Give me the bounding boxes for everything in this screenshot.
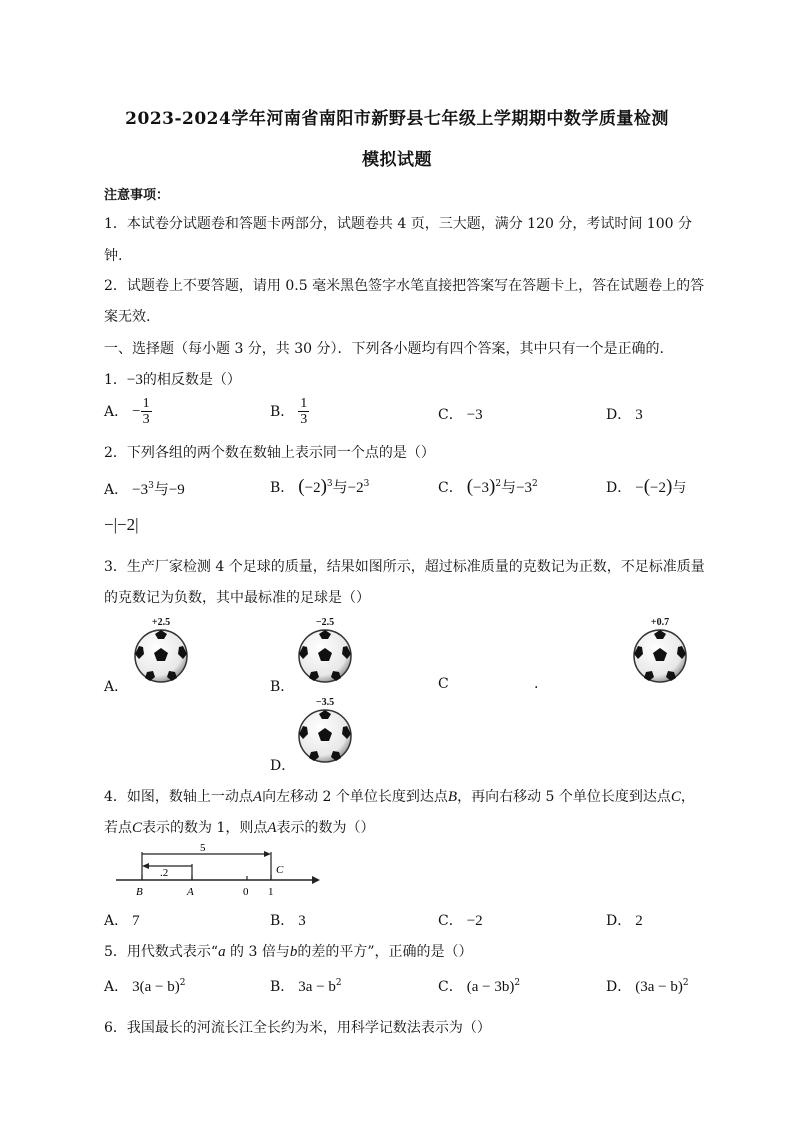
number-line-figure bbox=[116, 842, 326, 902]
note-1-cont: 钟. bbox=[104, 248, 123, 264]
q5-option-c[interactable]: C． $(a - 3b)^2$ bbox=[438, 978, 521, 995]
question-3-stem: 3．生产厂家检测 4 个足球的质量，结果如图所示，超过标准质量的克数记为正数，不足标准质量 bbox=[104, 559, 705, 575]
soccer-ball-c-icon bbox=[632, 628, 688, 684]
q4-option-c[interactable]: C． −2 bbox=[438, 913, 483, 929]
question-4-stem-cont: 若点C表示的数为 1，则点A表示的数为（） bbox=[104, 820, 375, 836]
q5-option-d[interactable]: D． $(3a - b)^2$ bbox=[606, 978, 689, 995]
q2-option-a[interactable]: A． $-3^3$与−9 bbox=[104, 481, 185, 498]
ball-a-mass-label: +2.5 bbox=[151, 617, 171, 628]
ball-b-mass-label: −2.5 bbox=[315, 617, 335, 628]
ball-c-mass-label: +0.7 bbox=[650, 617, 670, 628]
fig-label-two: .2 bbox=[160, 867, 169, 879]
note-2: 2．试题卷上不要答题，请用 0.5 毫米黑色签字水笔直接把答案写在答题卡上，答在试题卷上的答 bbox=[104, 278, 705, 294]
q3-option-b-label[interactable]: B． bbox=[270, 679, 295, 695]
ball-d-mass-label: −3.5 bbox=[315, 697, 335, 708]
q4-option-a[interactable]: A． 7 bbox=[104, 913, 140, 929]
soccer-ball-d-icon bbox=[297, 708, 353, 764]
exam-subtitle: 模拟试题 bbox=[362, 150, 432, 170]
fig-label-a: A bbox=[187, 886, 194, 898]
q3-option-d-label[interactable]: D． bbox=[270, 758, 296, 774]
fig-label-c: C bbox=[276, 864, 284, 876]
q4-option-b[interactable]: B． 3 bbox=[270, 913, 306, 929]
q3-option-c-dot: . bbox=[534, 676, 539, 692]
q2-option-d-cont: −|−2| bbox=[104, 515, 139, 534]
q1-option-d[interactable]: D． 3 bbox=[606, 407, 643, 423]
q2-option-c[interactable]: C． $(-3)^2$与$-3^2$ bbox=[438, 476, 538, 497]
section-heading: 一、选择题（每小题 3 分，共 30 分）．下列各小题均有四个答案，其中只有一个是正确的. bbox=[104, 341, 664, 357]
fig-label-one: 1 bbox=[268, 886, 274, 898]
q2-option-d[interactable]: D． −(−2)与 bbox=[606, 476, 687, 497]
question-2-stem: 2．下列各组的两个数在数轴上表示同一个点的是（） bbox=[104, 445, 435, 461]
soccer-ball-a-icon bbox=[133, 628, 189, 684]
question-6-stem: 6．我国最长的河流长江全长约为米，用科学记数法表示为（） bbox=[104, 1020, 491, 1036]
q5-option-a[interactable]: A． $3(a - b)^2$ bbox=[104, 978, 186, 995]
question-5-stem: 5．用代数式表示“a 的 3 倍与b的差的平方”，正确的是（） bbox=[104, 944, 473, 960]
q3-option-a-label[interactable]: A． bbox=[104, 679, 129, 695]
q1-option-a[interactable]: A． − $\frac{1}{3}$ bbox=[104, 396, 150, 427]
q4-option-d[interactable]: D． 2 bbox=[606, 913, 643, 929]
q1-option-b[interactable]: B． $\frac{1}{3}$ bbox=[270, 396, 308, 427]
note-2-cont: 案无效. bbox=[104, 309, 151, 325]
question-1-stem: 1．−3的相反数是（） bbox=[104, 372, 241, 388]
fig-label-five: 5 bbox=[200, 842, 206, 854]
exam-title: 2023-2024学年河南省南阳市新野县七年级上学期期中数学质量检测 bbox=[125, 109, 669, 129]
fig-label-zero: 0 bbox=[243, 886, 249, 898]
q1-option-c[interactable]: C． −3 bbox=[438, 407, 483, 423]
question-3-stem-cont: 的克数记为负数，其中最标准的足球是（） bbox=[104, 590, 370, 606]
q2-option-b[interactable]: B． $(-2)^3$与$-2^3$ bbox=[270, 476, 370, 497]
question-4-stem: 4．如图，数轴上一动点A向左移动 2 个单位长度到达点B，再向右移动 5 个单位长度到达点C， bbox=[104, 789, 695, 805]
fig-label-b: B bbox=[136, 886, 143, 898]
notes-heading: 注意事项： bbox=[104, 188, 170, 203]
soccer-ball-b-icon bbox=[297, 628, 353, 684]
note-1: 1．本试卷分试题卷和答题卡两部分，试题卷共 4 页，三大题，满分 120 分，考试时间 100 分 bbox=[104, 216, 692, 232]
q3-option-c-label[interactable]: C bbox=[438, 676, 449, 692]
q5-option-b[interactable]: B． $3a - b^2$ bbox=[270, 978, 342, 995]
